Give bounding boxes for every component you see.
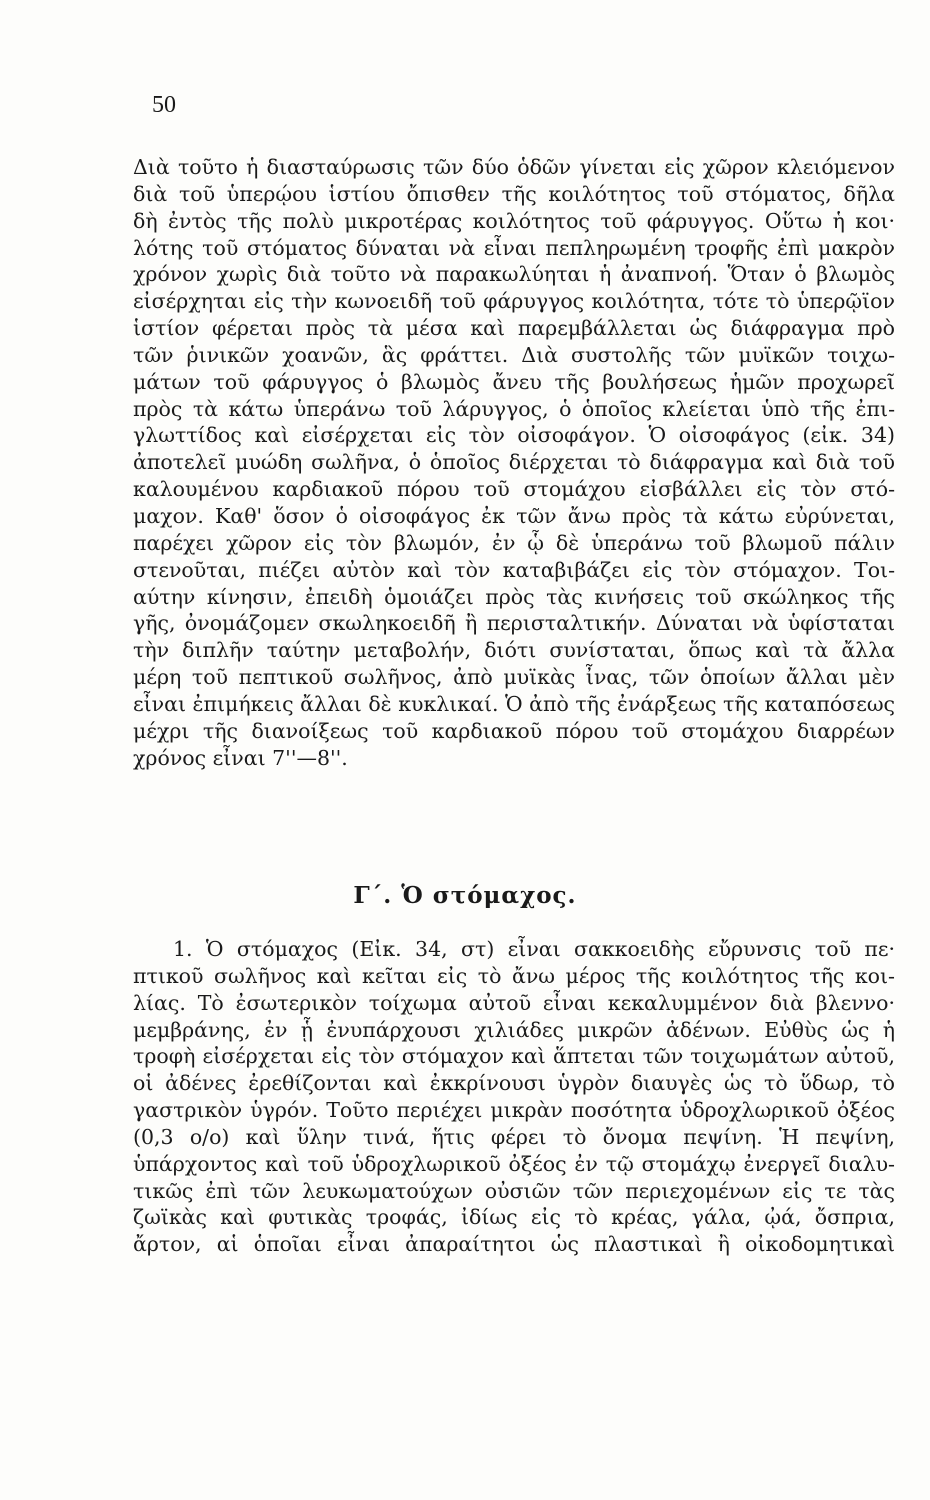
text-line: μεμβράνης, ἐν ᾗ ἐνυπάρχουσι χιλιάδες μικρῶν ἀδένων. Εὐθὺς ὡς ἡ xyxy=(133,1017,895,1042)
text-line: ζωϊκὰς καὶ φυτικὰς τροφάς, ἰδίως εἰς τὸ κρέας, γάλα, ᾠά, ὄσπρια, xyxy=(133,1205,895,1230)
text-line: στενοῦται, πιέζει αὐτὸν καὶ τὸν καταβιβάζει εἰς τὸν στόμαχον. Τοι- xyxy=(133,557,895,582)
text-line: μάτων τοῦ φάρυγγος ὁ βλωμὸς ἄνευ τῆς βουλήσεως ἡμῶν προχωρεῖ xyxy=(133,369,895,394)
text-line: τικῶς ἐπὶ τῶν λευκωματούχων οὐσιῶν τῶν περιεχομένων εἰς τε τὰς xyxy=(133,1178,895,1203)
text-line: μαχον. Καθ' ὅσον ὁ οἰσοφάγος ἐκ τῶν ἄνω πρὸς τὰ κάτω εὐρύνεται, xyxy=(133,503,895,528)
text-line: πρὸς τὰ κάτω ὑπεράνω τοῦ λάρυγγος, ὁ ὁποῖος κλείεται ὑπὸ τῆς ἐπι- xyxy=(133,396,895,421)
page-number: 50 xyxy=(152,92,176,118)
text-line: καλουμένου καρδιακοῦ πόρου τοῦ στομάχου εἰσβάλλει εἰς τὸν στό- xyxy=(133,477,895,502)
text-line: μέρη τοῦ πεπτικοῦ σωλῆνος, ἀπὸ μυϊκὰς ἶνας, τῶν ὁποίων ἄλλαι μὲν xyxy=(133,665,895,690)
text-line: ὑπάρχοντος καὶ τοῦ ὑδροχλωρικοῦ ὀξέος ἐν τῷ στομάχῳ ἐνεργεῖ διαλυ- xyxy=(133,1151,895,1176)
text-line: γῆς, ὀνομάζομεν σκωληκοειδῆ ἢ περισταλτικήν. Δύναται νὰ ὑφίσταται xyxy=(133,611,895,636)
text-line: εἰσέρχηται εἰς τὴν κωνοειδῆ τοῦ φάρυγγος κοιλότητα, τότε τὸ ὑπερῷϊον xyxy=(133,289,895,314)
paragraph-pharynx-esophagus xyxy=(133,154,895,771)
text-line: δὴ ἐντὸς τῆς πολὺ μικροτέρας κοιλότητος τοῦ φάρυγγος. Οὕτω ἡ κοι· xyxy=(133,208,895,233)
text-line: χρόνος εἶναι 7''—8''. xyxy=(133,745,348,770)
text-line: Διὰ τοῦτο ἡ διασταύρωσις τῶν δύο ὁδῶν γίνεται εἰς χῶρον κλειόμενον xyxy=(133,155,895,179)
text-line: τῶν ῥινικῶν χοανῶν, ἃς φράττει. Διὰ συστολῆς τῶν μυϊκῶν τοιχω- xyxy=(133,342,895,367)
text-line: γαστρικὸν ὑγρόν. Τοῦτο περιέχει μικρὰν ποσότητα ὑδροχλωρικοῦ ὀξέος xyxy=(133,1098,895,1123)
text-line: πτικοῦ σωλῆνος καὶ κεῖται εἰς τὸ ἄνω μέρος τῆς κοιλότητος τῆς κοι- xyxy=(133,963,895,988)
text-line: αύτην κίνησιν, ἐπειδὴ ὁμοιάζει πρὸς τὰς κινήσεις τοῦ σκώληκος τῆς xyxy=(133,584,895,609)
text-line: τροφὴ εἰσέρχεται εἰς τὸν στόμαχον καὶ ἅπτεται τῶν τοιχωμάτων αὐτοῦ, xyxy=(133,1044,895,1069)
text-line: χρόνον χωρὶς διὰ τοῦτο νὰ παρακωλύηται ἡ ἀναπνοή. Ὅταν ὁ βλωμὸς xyxy=(133,262,895,287)
section-heading: Γ΄. Ὁ στόμαχος. xyxy=(353,882,577,909)
text-line: μέχρι τῆς διανοίξεως τοῦ καρδιακοῦ πόρου τοῦ στομάχου διαρρέων xyxy=(133,718,895,743)
text-line: οἱ ἀδένες ἐρεθίζονται καὶ ἐκκρίνουσι ὑγρὸν διαυγὲς ὡς τὸ ὕδωρ, τὸ xyxy=(133,1071,895,1096)
text-line: λίας. Τὸ ἐσωτερικὸν τοίχωμα αὐτοῦ εἶναι κεκαλυμμένον διὰ βλεννο· xyxy=(133,990,895,1015)
text-line: (0,3 ο/ο) καὶ ὕλην τινά, ἥτις φέρει τὸ ὄνομα πεψίνη. Ἡ πεψίνη, xyxy=(133,1124,895,1149)
text-line: λότης τοῦ στόματος δύναται νὰ εἶναι πεπληρωμένη τροφῆς ἐπὶ μακρὸν xyxy=(133,235,895,260)
text-line: παρέχει χῶρον εἰς τὸν βλωμόν, ἐν ᾧ δὲ ὑπεράνω τοῦ βλωμοῦ πάλιν xyxy=(133,530,895,555)
text-line: ἱστίον φέρεται πρὸς τὰ μέσα καὶ παρεμβάλλεται ὡς διάφραγμα πρὸ xyxy=(133,316,895,341)
text-line: τὴν διπλῆν ταύτην μεταβολήν, διότι συνίσταται, ὅπως καὶ τὰ ἄλλα xyxy=(133,638,895,663)
text-line: ἄρτον, αἱ ὁποῖαι εἶναι ἀπαραίτητοι ὡς πλαστικαὶ ἢ οἰκοδομητικαὶ xyxy=(133,1232,895,1257)
text-line: εἶναι ἐπιμήκεις ἄλλαι δὲ κυκλικαί. Ὁ ἀπὸ τῆς ἐνάρξεως τῆς καταπόσεως xyxy=(133,691,895,716)
text-line: διὰ τοῦ ὑπερῴου ἱστίου ὄπισθεν τῆς κοιλότητος τοῦ στόματος, δῆλα xyxy=(133,181,895,206)
text-line: 1. Ὁ στόμαχος (Εἰκ. 34, στ) εἶναι σακκοειδὴς εὔρυνσις τοῦ πε· xyxy=(173,937,895,961)
text-line: ἀποτελεῖ μυώδη σωλῆνα, ὁ ὁποῖος διέρχεται τὸ διάφραγμα καὶ διὰ τοῦ xyxy=(133,450,895,475)
text-line: γλωττίδος καὶ εἰσέρχεται εἰς τὸν οἰσοφάγον. Ὁ οἰσοφάγος (εἰκ. 34) xyxy=(133,423,895,448)
paragraph-stomach xyxy=(133,936,895,1258)
